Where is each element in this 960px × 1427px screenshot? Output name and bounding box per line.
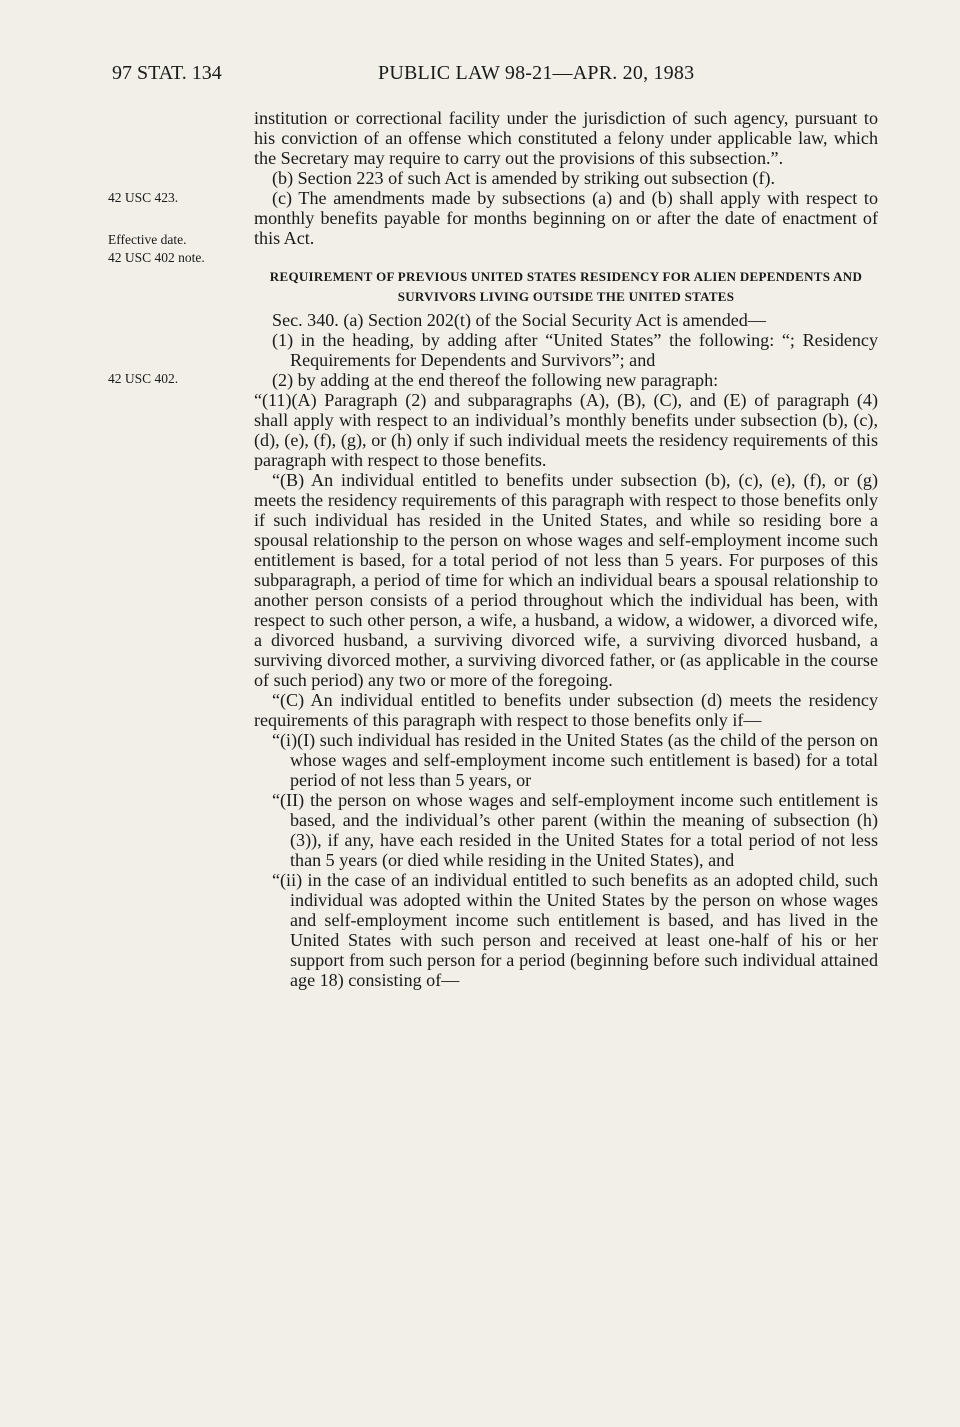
clause-2: (2) by adding at the end thereof the following new paragraph: bbox=[272, 370, 719, 390]
paragraph-continuation: institution or correctional facility under the jurisdiction of such agency, pursuant to his conviction of an offense which constituted a felony under applicable law, which the Secretary may require to carry out the provisions of this subsection.”. bbox=[254, 108, 878, 168]
margin-note-usc-402: 42 USC 402. bbox=[108, 371, 179, 386]
section-340-intro: Sec. 340. (a) Section 202(t) of the Social Security Act is amended— bbox=[272, 310, 766, 330]
margin-note-usc-423: 42 USC 423. bbox=[108, 190, 179, 205]
paragraph-11a: “(11)(A) Paragraph (2) and subparagraphs (A), (B), (C), and (E) of paragraph (4) shall apply with respect to an individual’s monthly benefits under subsection (b), (c), (d), (e), (f), (g), or (h) only if such individual meets the residency requirements of this paragraph with respect to those benefits. bbox=[254, 390, 878, 470]
clause-i-I: “(i)(I) such individual has resided in the United States (as the child of the person on whose wages and self-employment income such entitlement is based) for a total period of not less than 5 years, or bbox=[272, 730, 878, 790]
paragraph-11b: “(B) An individual entitled to benefits under subsection (b), (c), (e), (f), or (g) meets the residency requirements of this paragraph with respect to those benefits only if such individual has resided in the United States, and while so residing bore a spousal relationship to the person on whose wages and self-employment income such entitlement is based, for a total period of not less than 5 years. For purposes of this subparagraph, a period of time for which an individual bears a spousal relationship to another person consists of a period throughout which the individual has been, with respect to such other person, a wife, a husband, a widow, a widower, a divorced wife, a divorced husband, a surviving divorced wife, a surviving divorced husband, a surviving divorced mother, a surviving divorced father, or (as applicable in the course of such period) any two or more of the foregoing. bbox=[254, 470, 878, 690]
statute-body bbox=[254, 108, 878, 990]
section-heading: REQUIREMENT OF PREVIOUS UNITED STATES RESIDENCY FOR ALIEN DEPENDENTS AND SURVIVORS LIVING OUTSIDE THE UNITED STATES bbox=[269, 269, 863, 304]
paragraph-b: (b) Section 223 of such Act is amended by striking out subsection (f). bbox=[272, 168, 776, 188]
running-head: PUBLIC LAW 98-21—APR. 20, 1983 bbox=[378, 62, 695, 84]
clause-II: “(II) the person on whose wages and self-employment income such entitlement is based, and the individual’s other parent (within the meaning of subsection (h)(3)), if any, have each resided in the United States for a total period of not less than 5 years (or died while residing in the United States), and bbox=[272, 790, 878, 870]
paragraph-11c: “(C) An individual entitled to benefits under subsection (d) meets the residency requirements of this paragraph with respect to those benefits only if— bbox=[254, 690, 878, 730]
clause-1: (1) in the heading, by adding after “United States” the following: “; Residency Requirements for Dependents and Survivors”; and bbox=[272, 330, 878, 370]
margin-note-usc-402-note: 42 USC 402 note. bbox=[108, 250, 205, 265]
clause-ii: “(ii) in the case of an individual entitled to such benefits as an adopted child, such individual was adopted within the United States by the person on whose wages and self-employment income such entitlement is based, and has lived in the United States with such person and received at least one-half of his or her support from such person for a period (beginning before such individual attained age 18) consisting of— bbox=[272, 870, 878, 990]
margin-note-effective-date: Effective date. bbox=[108, 232, 187, 247]
page-number: 97 STAT. 134 bbox=[112, 62, 222, 84]
paragraph-c: (c) The amendments made by subsections (a) and (b) shall apply with respect to monthly benefits payable for months beginning on or after the date of enactment of this Act. bbox=[254, 188, 878, 248]
